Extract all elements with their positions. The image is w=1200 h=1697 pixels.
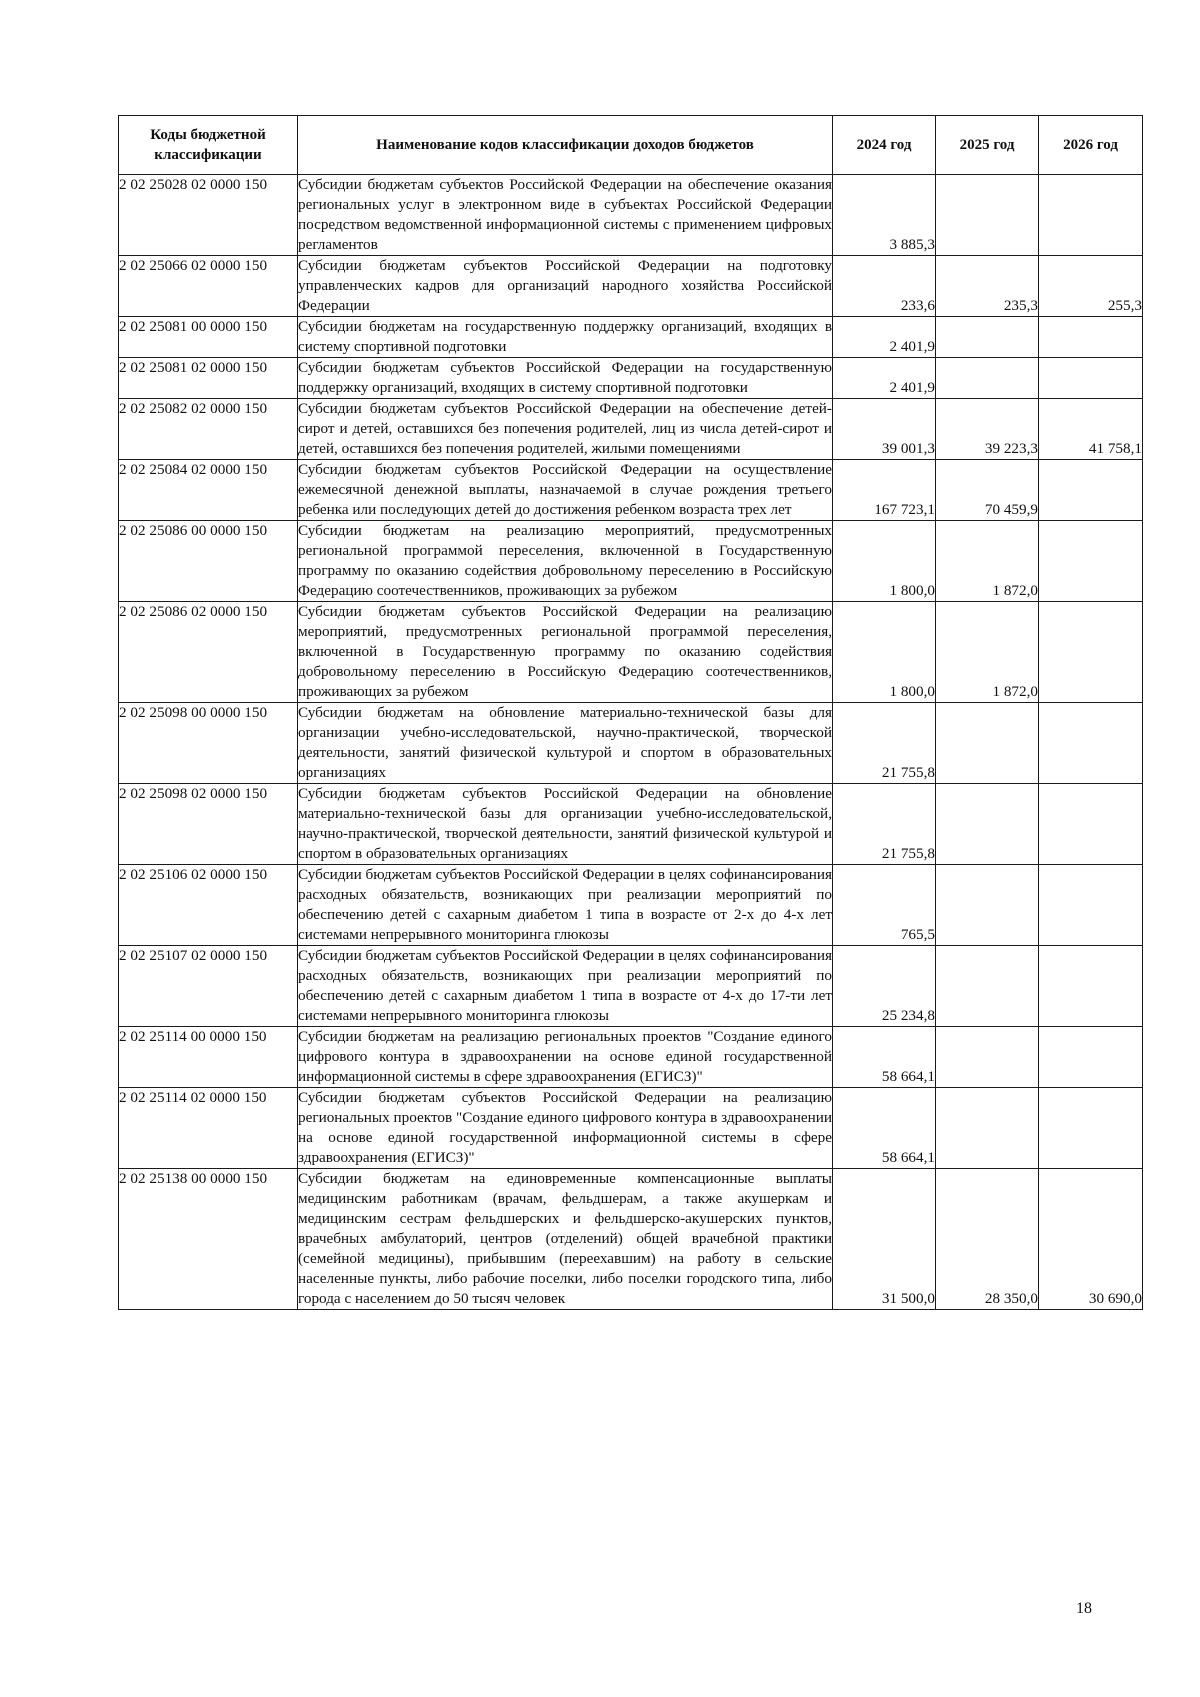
cell-name: Субсидии бюджетам на реализацию мероприятий, предусмотренных региональной программой переселения, включенной в Государственную программу по оказанию содействия добровольному переселению в Российскую Федерацию соотечественников, проживающих за рубежом <box>298 521 833 602</box>
cell-2024: 167 723,1 <box>833 460 936 521</box>
cell-2025 <box>936 703 1039 784</box>
cell-name: Субсидии бюджетам субъектов Российской Федерации на государственную поддержку организаций, входящих в систему спортивной подготовки <box>298 358 833 399</box>
cell-2025 <box>936 865 1039 946</box>
cell-2024: 21 755,8 <box>833 784 936 865</box>
cell-code: 2 02 25081 00 0000 150 <box>119 317 298 358</box>
cell-2024: 1 800,0 <box>833 602 936 703</box>
cell-2026 <box>1039 1027 1143 1088</box>
cell-name: Субсидии бюджетам субъектов Российской Федерации на реализацию мероприятий, предусмотренных региональной программой переселения, включенной в Государственную программу по оказанию содействия добровольному переселению в Российскую Федерацию соотечественников, проживающих за рубежом <box>298 602 833 703</box>
cell-code: 2 02 25138 00 0000 150 <box>119 1169 298 1310</box>
cell-2024: 3 885,3 <box>833 175 936 256</box>
cell-2026 <box>1039 317 1143 358</box>
cell-2024: 2 401,9 <box>833 317 936 358</box>
table-row <box>119 865 1143 946</box>
table-row <box>119 460 1143 521</box>
cell-2026: 255,3 <box>1039 256 1143 317</box>
table-row <box>119 175 1143 256</box>
cell-2026 <box>1039 358 1143 399</box>
cell-code: 2 02 25081 02 0000 150 <box>119 358 298 399</box>
cell-2025 <box>936 784 1039 865</box>
cell-2026: 41 758,1 <box>1039 399 1143 460</box>
table-row <box>119 358 1143 399</box>
table-row <box>119 256 1143 317</box>
cell-2025: 28 350,0 <box>936 1169 1039 1310</box>
table-row <box>119 317 1143 358</box>
cell-2024: 21 755,8 <box>833 703 936 784</box>
table-row <box>119 1027 1143 1088</box>
table-row <box>119 521 1143 602</box>
cell-2026 <box>1039 175 1143 256</box>
table-row <box>119 703 1143 784</box>
cell-2025 <box>936 175 1039 256</box>
cell-2025 <box>936 946 1039 1027</box>
cell-name: Субсидии бюджетам субъектов Российской Федерации на подготовку управленческих кадров для организаций народного хозяйства Российской Федерации <box>298 256 833 317</box>
cell-2024: 58 664,1 <box>833 1027 936 1088</box>
cell-2024: 1 800,0 <box>833 521 936 602</box>
cell-2026 <box>1039 703 1143 784</box>
cell-code: 2 02 25086 02 0000 150 <box>119 602 298 703</box>
cell-code: 2 02 25114 00 0000 150 <box>119 1027 298 1088</box>
cell-code: 2 02 25114 02 0000 150 <box>119 1088 298 1169</box>
cell-2026 <box>1039 946 1143 1027</box>
cell-code: 2 02 25107 02 0000 150 <box>119 946 298 1027</box>
header-code: Коды бюджетной классификации <box>119 116 298 175</box>
cell-name: Субсидии бюджетам субъектов Российской Федерации на осуществление ежемесячной денежной выплаты, назначаемой в случае рождения третьего ребенка или последующих детей до достижения ребенком возраста трех лет <box>298 460 833 521</box>
cell-name: Субсидии бюджетам на реализацию региональных проектов "Создание единого цифрового контура в здравоохранении на основе единой государственной информационной системы в сфере здравоохранения (ЕГИСЗ)" <box>298 1027 833 1088</box>
table-row <box>119 946 1143 1027</box>
cell-name: Субсидии бюджетам субъектов Российской Федерации в целях софинансирования расходных обязательств, возникающих при реализации мероприятий по обеспечению детей с сахарным диабетом 1 типа в возрасте от 2-х до 4-х лет системами непрерывного мониторинга глюкозы <box>298 865 833 946</box>
header-2025: 2025 год <box>936 116 1039 175</box>
cell-2024: 25 234,8 <box>833 946 936 1027</box>
page-number: 18 <box>1076 1600 1092 1617</box>
cell-2025 <box>936 317 1039 358</box>
cell-2026 <box>1039 521 1143 602</box>
cell-code: 2 02 25098 00 0000 150 <box>119 703 298 784</box>
table-row <box>119 399 1143 460</box>
cell-2025: 235,3 <box>936 256 1039 317</box>
header-2026: 2026 год <box>1039 116 1143 175</box>
cell-2026: 30 690,0 <box>1039 1169 1143 1310</box>
cell-name: Субсидии бюджетам на государственную поддержку организаций, входящих в систему спортивной подготовки <box>298 317 833 358</box>
cell-name: Субсидии бюджетам субъектов Российской Федерации на реализацию региональных проектов "Создание единого цифрового контура в здравоохранении на основе единой государственной информационной системы в сфере здравоохранения (ЕГИСЗ)" <box>298 1088 833 1169</box>
cell-2024: 39 001,3 <box>833 399 936 460</box>
cell-2025: 70 459,9 <box>936 460 1039 521</box>
cell-code: 2 02 25028 02 0000 150 <box>119 175 298 256</box>
cell-name: Субсидии бюджетам субъектов Российской Федерации на обеспечение детей-сирот и детей, оставшихся без попечения родителей, лиц из числа детей-сирот и детей, оставшихся без попечения родителей, жилыми помещениями <box>298 399 833 460</box>
table-row <box>119 602 1143 703</box>
cell-2024: 31 500,0 <box>833 1169 936 1310</box>
cell-2024: 58 664,1 <box>833 1088 936 1169</box>
cell-2026 <box>1039 1088 1143 1169</box>
cell-2025 <box>936 358 1039 399</box>
cell-2026 <box>1039 784 1143 865</box>
cell-2026 <box>1039 602 1143 703</box>
header-2024: 2024 год <box>833 116 936 175</box>
cell-code: 2 02 25098 02 0000 150 <box>119 784 298 865</box>
cell-code: 2 02 25066 02 0000 150 <box>119 256 298 317</box>
cell-2025: 1 872,0 <box>936 602 1039 703</box>
cell-code: 2 02 25086 00 0000 150 <box>119 521 298 602</box>
table-header-row <box>119 116 1143 175</box>
cell-code: 2 02 25082 02 0000 150 <box>119 399 298 460</box>
cell-2025: 39 223,3 <box>936 399 1039 460</box>
cell-2024: 233,6 <box>833 256 936 317</box>
cell-code: 2 02 25106 02 0000 150 <box>119 865 298 946</box>
cell-name: Субсидии бюджетам субъектов Российской Федерации на обновление материально-технической базы для организации учебно-исследовательской, научно-практической, творческой деятельности, занятий физической культурой и спортом в образовательных организациях <box>298 784 833 865</box>
cell-2025: 1 872,0 <box>936 521 1039 602</box>
cell-name: Субсидии бюджетам на обновление материально-технической базы для организации учебно-исследовательской, научно-практической, творческой деятельности, занятий физической культурой и спортом в образовательных организациях <box>298 703 833 784</box>
table-row <box>119 784 1143 865</box>
cell-2024: 765,5 <box>833 865 936 946</box>
cell-2026 <box>1039 865 1143 946</box>
cell-2025 <box>936 1088 1039 1169</box>
cell-2025 <box>936 1027 1039 1088</box>
cell-name: Субсидии бюджетам на единовременные компенсационные выплаты медицинским работникам (врачам, фельдшерам, а также акушеркам и медицинским сестрам фельдшерских и фельдшерско-акушерских пунктов, врачебных амбулаторий, центров (отделений) общей врачебной практики (семейной медицины), прибывшим (переехавшим) на работу в сельские населенные пункты, либо рабочие поселки, либо поселки городского типа, либо города с населением до 50 тысяч человек <box>298 1169 833 1310</box>
budget-revenue-table <box>118 115 1143 1310</box>
cell-name: Субсидии бюджетам субъектов Российской Федерации на обеспечение оказания региональных услуг в электронном виде в субъектах Российской Федерации посредством ведомственной информационной системы с применением цифровых регламентов <box>298 175 833 256</box>
cell-2026 <box>1039 460 1143 521</box>
table-row <box>119 1088 1143 1169</box>
table-row <box>119 1169 1143 1310</box>
cell-code: 2 02 25084 02 0000 150 <box>119 460 298 521</box>
cell-2024: 2 401,9 <box>833 358 936 399</box>
cell-name: Субсидии бюджетам субъектов Российской Федерации в целях софинансирования расходных обязательств, возникающих при реализации мероприятий по обеспечению детей с сахарным диабетом 1 типа в возрасте от 4-х до 17-ти лет системами непрерывного мониторинга глюкозы <box>298 946 833 1027</box>
table-body <box>119 175 1143 1310</box>
header-name: Наименование кодов классификации доходов бюджетов <box>298 116 833 175</box>
